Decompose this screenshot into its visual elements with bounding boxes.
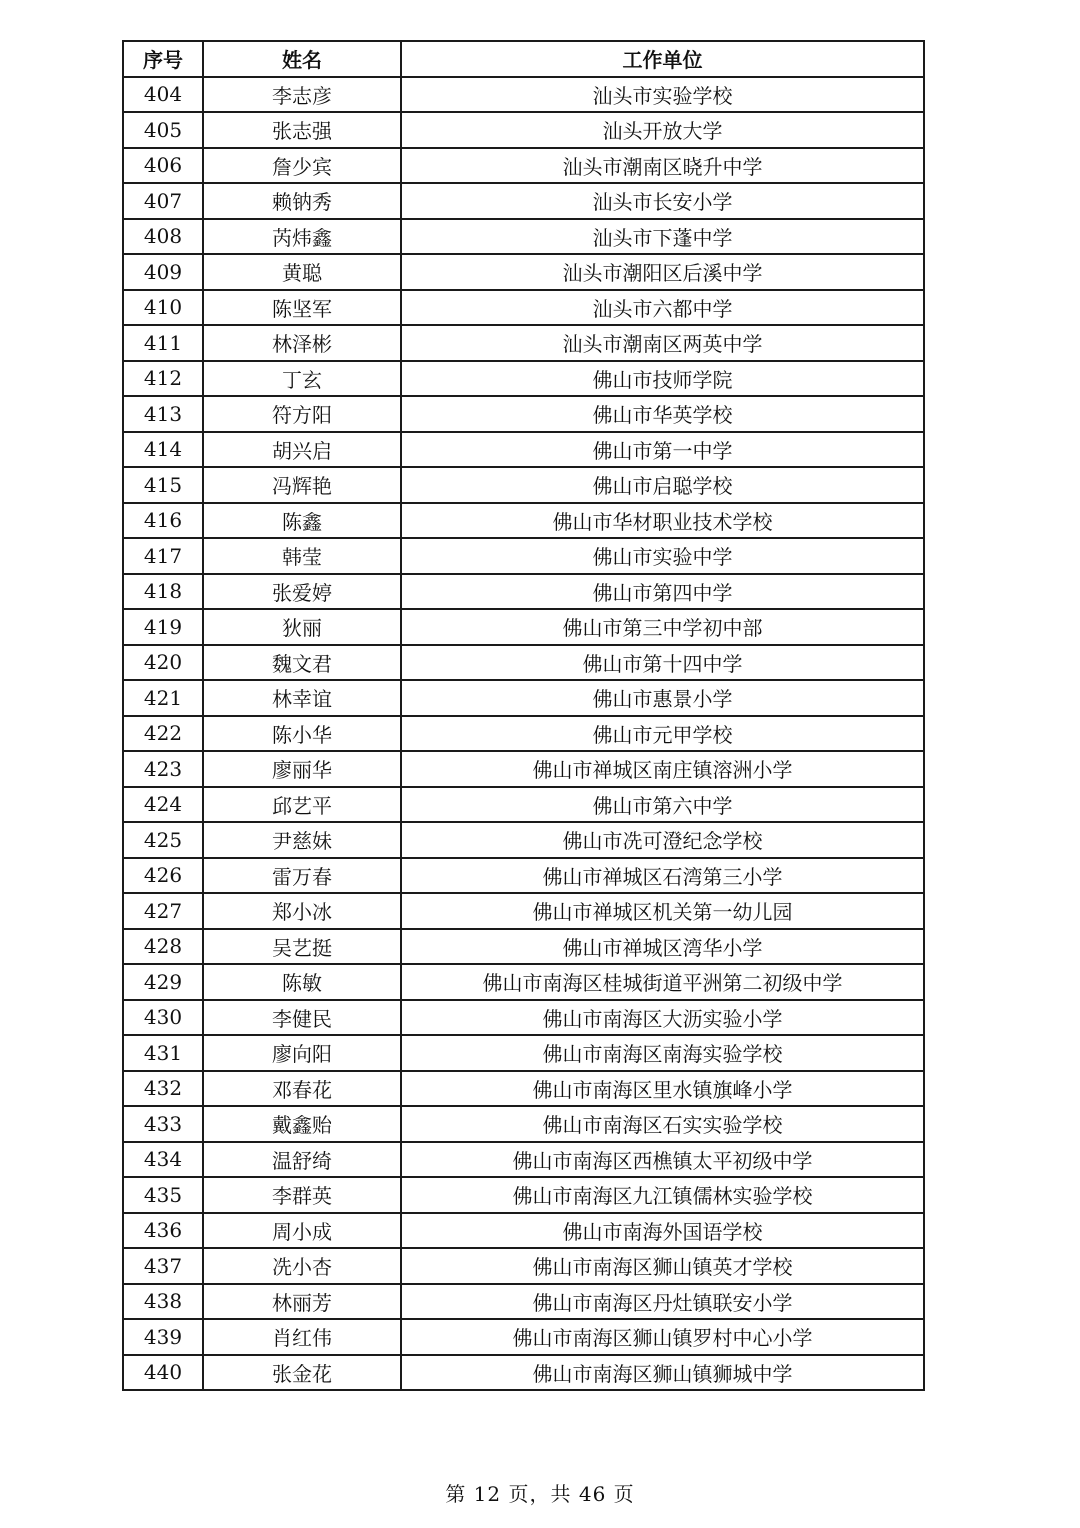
cell-name: 邓春花 xyxy=(203,1071,401,1107)
cell-seq: 404 xyxy=(123,77,203,113)
cell-unit: 佛山市华材职业技术学校 xyxy=(401,503,924,539)
table-row xyxy=(123,1142,924,1178)
cell-seq: 420 xyxy=(123,645,203,681)
cell-unit: 佛山市第一中学 xyxy=(401,432,924,468)
cell-unit: 佛山市南海区狮山镇狮城中学 xyxy=(401,1355,924,1391)
table-row xyxy=(123,503,924,539)
cell-seq: 430 xyxy=(123,1000,203,1036)
cell-unit: 佛山市南海区桂城街道平洲第二初级中学 xyxy=(401,964,924,1000)
cell-seq: 415 xyxy=(123,467,203,503)
cell-unit: 佛山市南海区丹灶镇联安小学 xyxy=(401,1284,924,1320)
table-row xyxy=(123,609,924,645)
cell-unit: 佛山市禅城区机关第一幼儿园 xyxy=(401,893,924,929)
cell-name: 雷万春 xyxy=(203,858,401,894)
table-row xyxy=(123,1035,924,1071)
cell-name: 廖丽华 xyxy=(203,751,401,787)
table-row xyxy=(123,1213,924,1249)
cell-name: 狄丽 xyxy=(203,609,401,645)
table-row xyxy=(123,1071,924,1107)
cell-unit: 佛山市元甲学校 xyxy=(401,716,924,752)
table-row xyxy=(123,964,924,1000)
cell-unit: 佛山市南海区南海实验学校 xyxy=(401,1035,924,1071)
cell-seq: 431 xyxy=(123,1035,203,1071)
cell-name: 陈敏 xyxy=(203,964,401,1000)
table-row xyxy=(123,858,924,894)
cell-name: 肖红伟 xyxy=(203,1319,401,1355)
cell-seq: 417 xyxy=(123,538,203,574)
cell-seq: 435 xyxy=(123,1177,203,1213)
cell-name: 魏文君 xyxy=(203,645,401,681)
cell-unit: 汕头开放大学 xyxy=(401,112,924,148)
table-row xyxy=(123,929,924,965)
cell-name: 芮炜鑫 xyxy=(203,219,401,255)
cell-name: 陈坚军 xyxy=(203,290,401,326)
cell-unit: 佛山市南海区九江镇儒林实验学校 xyxy=(401,1177,924,1213)
cell-unit: 佛山市第四中学 xyxy=(401,574,924,610)
cell-unit: 佛山市南海区西樵镇太平初级中学 xyxy=(401,1142,924,1178)
cell-seq: 421 xyxy=(123,680,203,716)
cell-seq: 423 xyxy=(123,751,203,787)
cell-seq: 418 xyxy=(123,574,203,610)
cell-unit: 佛山市实验中学 xyxy=(401,538,924,574)
cell-unit: 佛山市南海区石实实验学校 xyxy=(401,1106,924,1142)
table-row xyxy=(123,716,924,752)
table-row xyxy=(123,645,924,681)
cell-unit: 佛山市南海区狮山镇英才学校 xyxy=(401,1248,924,1284)
table-row xyxy=(123,1355,924,1391)
cell-unit: 汕头市潮南区晓升中学 xyxy=(401,148,924,184)
cell-seq: 437 xyxy=(123,1248,203,1284)
cell-unit: 佛山市第六中学 xyxy=(401,787,924,823)
cell-name: 林丽芳 xyxy=(203,1284,401,1320)
cell-seq: 424 xyxy=(123,787,203,823)
table-row xyxy=(123,112,924,148)
table-row xyxy=(123,432,924,468)
cell-unit: 佛山市惠景小学 xyxy=(401,680,924,716)
cell-name: 张志强 xyxy=(203,112,401,148)
cell-unit: 佛山市启聪学校 xyxy=(401,467,924,503)
table-row xyxy=(123,574,924,610)
cell-seq: 427 xyxy=(123,893,203,929)
cell-seq: 436 xyxy=(123,1213,203,1249)
table-row xyxy=(123,680,924,716)
cell-name: 詹少宾 xyxy=(203,148,401,184)
roster-table xyxy=(122,40,925,1391)
table-row xyxy=(123,254,924,290)
cell-unit: 汕头市六都中学 xyxy=(401,290,924,326)
table-row xyxy=(123,787,924,823)
table-row xyxy=(123,1106,924,1142)
cell-seq: 429 xyxy=(123,964,203,1000)
cell-seq: 440 xyxy=(123,1355,203,1391)
table-row xyxy=(123,1284,924,1320)
cell-name: 陈小华 xyxy=(203,716,401,752)
cell-name: 尹慈妹 xyxy=(203,822,401,858)
table-row xyxy=(123,361,924,397)
cell-unit: 佛山市第十四中学 xyxy=(401,645,924,681)
cell-seq: 412 xyxy=(123,361,203,397)
table-row xyxy=(123,290,924,326)
cell-name: 张金花 xyxy=(203,1355,401,1391)
cell-unit: 佛山市禅城区湾华小学 xyxy=(401,929,924,965)
table-header-row xyxy=(123,41,924,77)
table-row xyxy=(123,538,924,574)
cell-seq: 411 xyxy=(123,325,203,361)
cell-name: 符方阳 xyxy=(203,396,401,432)
cell-seq: 434 xyxy=(123,1142,203,1178)
table-row xyxy=(123,148,924,184)
table-row xyxy=(123,1177,924,1213)
cell-seq: 406 xyxy=(123,148,203,184)
table-row xyxy=(123,1000,924,1036)
cell-seq: 433 xyxy=(123,1106,203,1142)
cell-name: 黄聪 xyxy=(203,254,401,290)
table-row xyxy=(123,467,924,503)
cell-seq: 432 xyxy=(123,1071,203,1107)
table-row xyxy=(123,77,924,113)
cell-seq: 405 xyxy=(123,112,203,148)
cell-seq: 422 xyxy=(123,716,203,752)
cell-seq: 438 xyxy=(123,1284,203,1320)
cell-name: 邱艺平 xyxy=(203,787,401,823)
cell-name: 赖钠秀 xyxy=(203,183,401,219)
cell-unit: 佛山市华英学校 xyxy=(401,396,924,432)
cell-name: 胡兴启 xyxy=(203,432,401,468)
cell-unit: 佛山市南海外国语学校 xyxy=(401,1213,924,1249)
table-row xyxy=(123,893,924,929)
cell-name: 林幸谊 xyxy=(203,680,401,716)
cell-name: 郑小冰 xyxy=(203,893,401,929)
cell-name: 冼小杏 xyxy=(203,1248,401,1284)
cell-unit: 佛山市技师学院 xyxy=(401,361,924,397)
header-name: 姓名 xyxy=(203,41,401,77)
cell-unit: 佛山市南海区里水镇旗峰小学 xyxy=(401,1071,924,1107)
cell-name: 李健民 xyxy=(203,1000,401,1036)
table-row xyxy=(123,183,924,219)
cell-name: 林泽彬 xyxy=(203,325,401,361)
cell-name: 周小成 xyxy=(203,1213,401,1249)
cell-name: 丁玄 xyxy=(203,361,401,397)
cell-seq: 414 xyxy=(123,432,203,468)
cell-name: 廖向阳 xyxy=(203,1035,401,1071)
cell-name: 陈鑫 xyxy=(203,503,401,539)
cell-name: 张爱婷 xyxy=(203,574,401,610)
cell-seq: 407 xyxy=(123,183,203,219)
cell-unit: 汕头市潮阳区后溪中学 xyxy=(401,254,924,290)
cell-seq: 426 xyxy=(123,858,203,894)
cell-unit: 汕头市潮南区两英中学 xyxy=(401,325,924,361)
cell-seq: 413 xyxy=(123,396,203,432)
cell-unit: 佛山市第三中学初中部 xyxy=(401,609,924,645)
page-number: 第 12 页，共 46 页 xyxy=(445,1482,635,1506)
cell-seq: 410 xyxy=(123,290,203,326)
cell-name: 李志彦 xyxy=(203,77,401,113)
cell-name: 冯辉艳 xyxy=(203,467,401,503)
table-row xyxy=(123,751,924,787)
cell-seq: 419 xyxy=(123,609,203,645)
cell-seq: 416 xyxy=(123,503,203,539)
cell-unit: 汕头市长安小学 xyxy=(401,183,924,219)
cell-unit: 佛山市禅城区南庄镇溶洲小学 xyxy=(401,751,924,787)
table-row xyxy=(123,1319,924,1355)
cell-unit: 佛山市南海区狮山镇罗村中心小学 xyxy=(401,1319,924,1355)
header-unit: 工作单位 xyxy=(401,41,924,77)
cell-unit: 佛山市南海区大沥实验小学 xyxy=(401,1000,924,1036)
cell-unit: 汕头市下蓬中学 xyxy=(401,219,924,255)
cell-name: 温舒绮 xyxy=(203,1142,401,1178)
cell-name: 韩莹 xyxy=(203,538,401,574)
table-row xyxy=(123,219,924,255)
table-row xyxy=(123,325,924,361)
cell-seq: 409 xyxy=(123,254,203,290)
cell-unit: 汕头市实验学校 xyxy=(401,77,924,113)
cell-seq: 408 xyxy=(123,219,203,255)
header-seq: 序号 xyxy=(123,41,203,77)
table-row xyxy=(123,396,924,432)
cell-name: 戴鑫贻 xyxy=(203,1106,401,1142)
cell-unit: 佛山市禅城区石湾第三小学 xyxy=(401,858,924,894)
cell-name: 李群英 xyxy=(203,1177,401,1213)
table-row xyxy=(123,1248,924,1284)
table-row xyxy=(123,822,924,858)
cell-seq: 439 xyxy=(123,1319,203,1355)
cell-unit: 佛山市冼可澄纪念学校 xyxy=(401,822,924,858)
cell-seq: 428 xyxy=(123,929,203,965)
table-body xyxy=(123,77,924,1391)
cell-name: 吴艺挺 xyxy=(203,929,401,965)
cell-seq: 425 xyxy=(123,822,203,858)
